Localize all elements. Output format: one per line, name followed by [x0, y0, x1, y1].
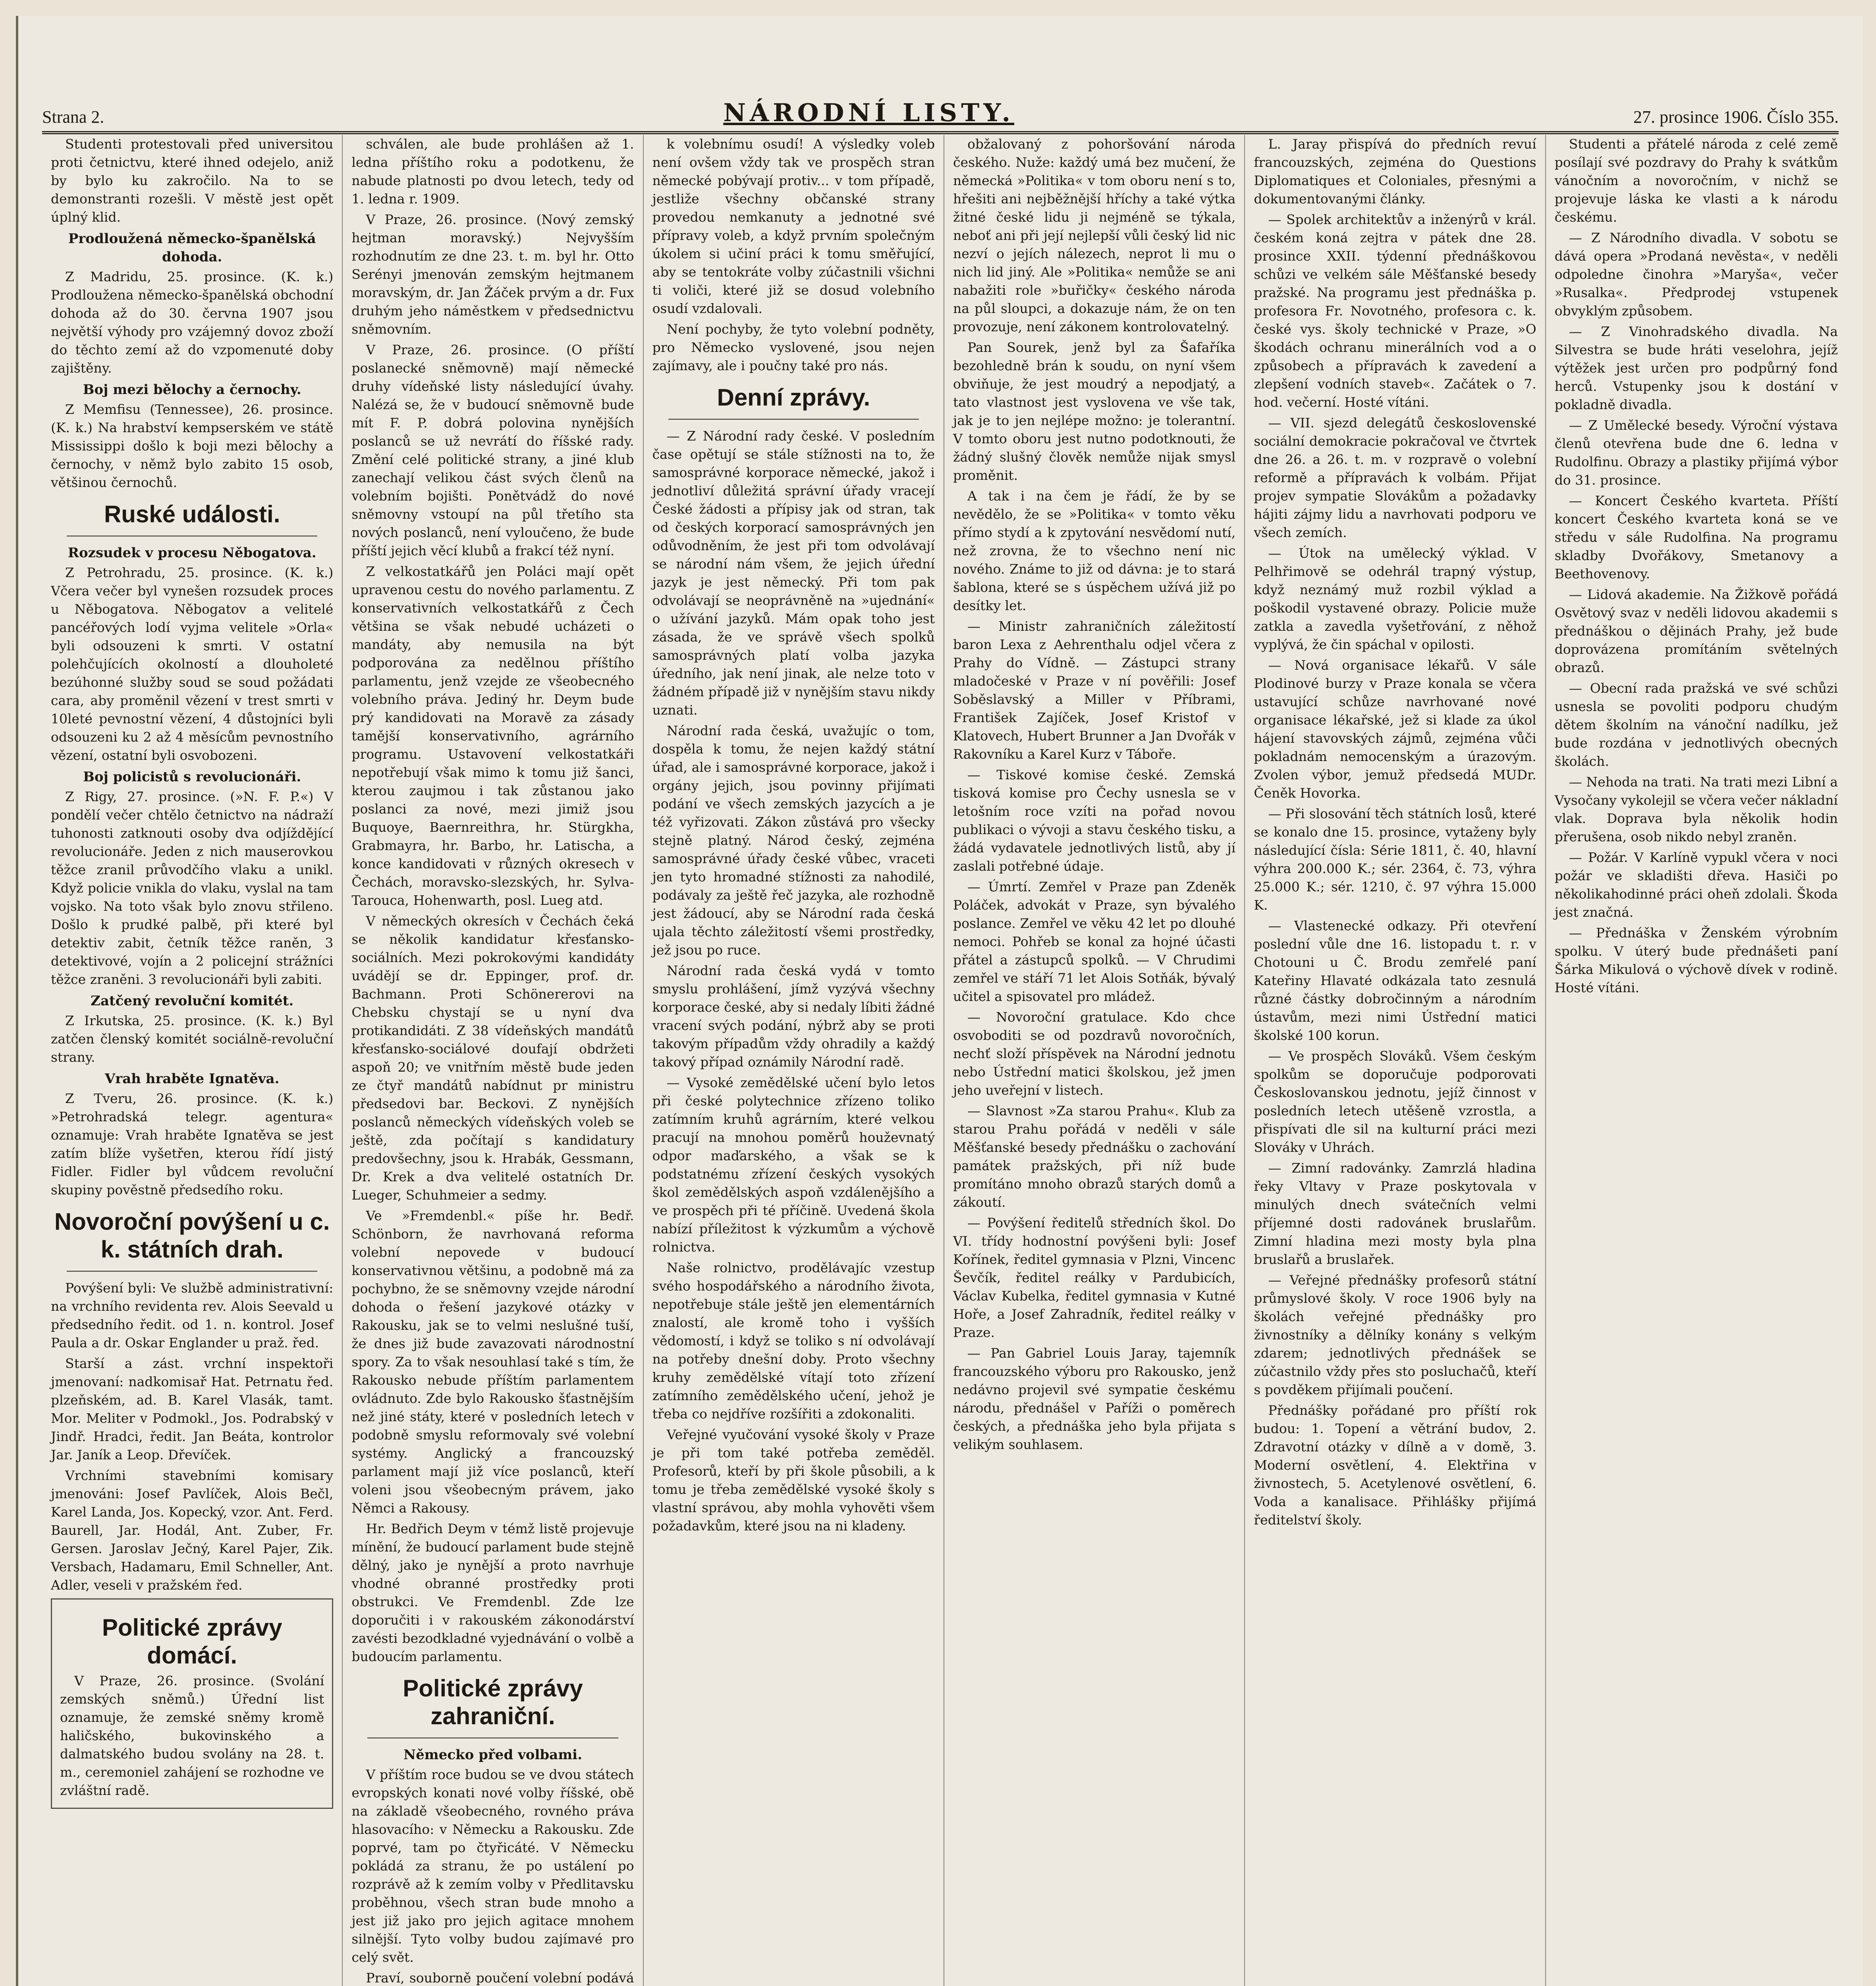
- article-paragraph: obžalovaný z pohoršování národa českého. Nuže: každý umá bez mučení, že německá »Politika« v tom oboru není s to, hřešiti ani nejběžnější hříchy a také výtka žitné české lidu ji nejméně se týkala, neboť ani při její nejlepší vůli český lid nic nezví o jejích nálezech, neprot li mu o nich lid jiný. Ale »Politika« nemůže se ani nabažiti role »buřičky« českého národa na půl sloupci, a dokazuje nám, že on ten provozuje, není zákonem kontrolovatelný.: [953, 136, 1236, 334]
- article-paragraph: V Praze, 26. prosince. (Svolání zemských sněmů.) Úřední list oznamuje, že zemské sněmy kromě haličského, bukovinského a dalmatského budou svolány na 28. t. m., ceremoniel zahájení se rozhodne ve zvláštní radě.: [60, 1673, 324, 1798]
- divider: [67, 1271, 317, 1272]
- article-paragraph: — Lidová akademie. Na Žižkově pořádá Osvětový svaz v neděli lidovou akademii s přednáškou o dějinách Prahy, jež bude doprovázena promítáním světelných obrazů.: [1554, 587, 1838, 675]
- article-paragraph: — Přednáška v Ženském výrobním spolku. V úterý bude přednášeti paní Šárka Mikulová o výchově dívek v rodině. Hosté vítáni.: [1554, 925, 1838, 995]
- article-paragraph: schválen, ale bude prohlášen až 1. ledna příštího roku a podotkenu, že nabude platnosti po dvou letech, tedy od 1. ledna r. 1909.: [351, 136, 634, 207]
- article-paragraph: Není pochyby, že tyto volební podněty, pro Německo vyslovené, jsou nejen zajímavy, ale i poučny také pro nás.: [652, 321, 935, 373]
- article-paragraph: — Pan Gabriel Louis Jaray, tajemník francouzského výboru pro Rakousko, jenž nedávno projevil své sympatie českému národu, přednášel v Paříži o poměrech českých, a přednáška jeho byla přijata s velikým souhlasem.: [953, 1345, 1236, 1452]
- article-paragraph: — Z Národního divadla. V sobotu se dává opera »Prodaná nevěsta«, v neděli odpoledne činohra »Maryša«, večer »Rusalka«. Předprodej vstupenek obvyklým způsobem.: [1554, 230, 1838, 319]
- article-paragraph: Z Petrohradu, 25. prosince. (K. k.) Včera večer byl vynešen rozsudek proces u Něbogatova. Něbogatov a velitelé pancéřových lodí vyjma velitele »Orla« byli odsouzeni k smrti. V ostatní polehčujících okolností a dlouholeté bezúhonné služby soud se soud požádati cara, aby proměnil vězení v trest smrti v 10leté pevnostní vězení, 4 důstojníci byli odsouzeni ku 2 až 4 měsícům pevnostního vězení, ostatní byli osvobozeni.: [51, 565, 334, 763]
- article-paragraph: — Z Národní rady české. V posledním čase opětují se stále stížnosti na to, že samosprávné korporace německé, jakož i jednotliví důležitá správní úřady vracejí České žádosti a přípisy jak od stran, tak od českých korporací samosprávných jen odůvodněním, že jest při tom odvolávají se národní nám všem, že jejich úřední jazyk je jest německý. Při tom pak odvolávají se neoprávněně na »ujednání« o užívání jazyků. Mám opak toho jest zásada, že ve správě všech spolků samosprávných platí volba jazyka úředního, jak není jinak, ale nelze toto v žádném případě již v nynějším stavu nikdy uznati.: [652, 428, 935, 718]
- column-4: [944, 135, 1245, 1986]
- article-paragraph: Z velkostatkářů jen Poláci mají opět upravenou cestu do nového parlamentu. Z konservativních velkostatkářů z Čech většina se však nebudé ucházeti o mandáty, aby nemusila na být podporována za nedělnou příštího parlamentu, jenž vzejde ze všeobecného volebního práva. Jediný hr. Deym bude prý kandidovati na Moravě za zásady tamější konservativního, agrárního programu. Ustavovení velkostatkáři nepotřebují však mimo k tomu již šanci, kterou zaujmou i tak zůstanou jako poslanci za nové, mezi jimiž jsou Buquoye, Baernreithra, hr. Stürgkha, Grabmayra, hr. Barbo, hr. Latischa, a konce kandidovati v různých okresech v Čechách, moravsko-slezských, hr. Sylva-Tarouca, Hohenwarth, posl. Lueg atd.: [351, 564, 634, 908]
- article-paragraph: — Ministr zahraničních záležitostí baron Lexa z Aehrenthalu odjel včera z Prahy do Vídně. — Zástupci strany mladočeské v Praze v ní pověřili: Josef Soběslavský a Miller v Příbrami, František Zajíček, Josef Kristof v Klatovech, Hubert Brunner a Jan Dvořák v Rakovníku a Karel Kurz v Táboře.: [953, 618, 1236, 762]
- column-2: [343, 135, 643, 1986]
- article-paragraph: Vrchními stavebními komisary jmenováni: Josef Pavlíček, Alois Bečl, Karel Landa, Jos. Kopecký, vzor. Ant. Ferd. Baurell, Jar. Hodál, Ant. Zuber, Fr. Gersen. Jaroslav Ječný, Karel Pajer, Zik. Versbach, Hadamaru, Emil Schneller, Ant. Adler, veseli v pražském řed.: [51, 1468, 334, 1593]
- article-paragraph: V německých okresích v Čechách čeká se několik kandidatur křesťansko-sociálních. Mezi pokrokovými kandidáty uvádějí se dr. Eppinger, prof. dr. Bachmann. Proti Schönererovi na Chebsku chystají se u nyní dva protikandidáti. Z 38 vídeňských mandátů křesťansko-sociálové doufají obdržeti aspoň 20; ve vnitřním městě bude jeden ze čtyř mandátů nabídnut pr ministru předsedovi bar. Beckovi. Z nynějších poslanců německých vídeňských voleb se ještě, zda počítají s kandidatury predovšechny, jsou k. Hrabák, Gessmann, Dr. Krek a dva velitelé ostatních Dr. Lueger, Schuhmeier a sedmy.: [351, 913, 634, 1203]
- article-paragraph: — Vlastenecké odkazy. Při otevření poslední vůle dne 16. listopadu t. r. v Chotouni u Č. Brodu zemřelé paní Kateřiny Hlavaté odkázala tato zesnulá různé částky dobročinným a národním ústavům, mezi nimi Ústřední matici školské 100 korun.: [1254, 918, 1536, 1043]
- article-paragraph: — Koncert Českého kvarteta. Příští koncert Českého kvarteta koná se ve středu v sále Rudolfina. Na programu skladby Dvořákovy, Smetanovy a Beethovenovy.: [1554, 493, 1838, 582]
- article-paragraph: — VII. sjezd delegátů československé sociální demokracie pokračoval ve čtvrtek dne 26. a 26. t. m. v rozpravě o volební reformě a přípravách k volbám. Přijat projev sympatie Slovákům a požadavky hájiti zájmy lidu a navrhovati podporu ve všech zemích.: [1254, 415, 1536, 540]
- article-paragraph: — Požár. V Karlíně vypukl včera v noci požár ve skladišti dřeva. Hasiči po několikahodinné práci oheň zdolali. Škoda jest značná.: [1554, 850, 1838, 920]
- article-paragraph: — Při slosování těch státních losů, které se konalo dne 15. prosince, vytaženy byly následující čísla: Série 1811, č. 40, hlavní výhra 200.000 K.; sér. 2364, č. 73, výhra 25.000 K.; sér. 1210, č. 97 výhra 15.000 K.: [1254, 806, 1536, 913]
- newspaper-title: NÁRODNÍ LISTY.: [723, 98, 1015, 127]
- article-paragraph: — Povýšení ředitelů středních škol. Do VI. třídy hodnostní povýšeni byli: Josef Kořínek, ředitel gymnasia v Plzni, Vincenc Ševčík, ředitel reálky v Pardubicích, Václav Kubelka, ředitel gymnasia v Kutné Hoře, a Josef Zahradník, ředitel reálky v Praze.: [953, 1215, 1236, 1340]
- article-paragraph: Národní rada česká vydá v tomto smyslu prohlášení, jímž vyzývá všechny korporace české, aby si nedaly líbiti žádné vracení svých podání, nýbrž aby se proti takovým případům vždy ohradily a každý takový případ oznámily Národní radě.: [652, 963, 935, 1070]
- article-paragraph: — Z Umělecké besedy. Výroční výstava členů otevřena bude dne 6. ledna v Rudolfinu. Obrazy a plastiky přijímá výbor do 31. prosince.: [1554, 417, 1838, 488]
- article-paragraph: — Spolek architektův a inženýrů v král. českém koná zejtra v pátek dne 28. prosince XXII. týdenní přednáškovou schůzi ve velkém sále Měšťanské besedy pražské. Na programu jest přednáška p. profesora Fr. Novotného, profesora c. k. české vys. školy technické v Praze, »O škodách ochranu minerálních vod a o způsobech a přípravách k zavedení a zlepšení vodních staveb«. Začátek o 7. hod. večerní. Hosté vítáni.: [1254, 212, 1536, 410]
- article-subheading: Vrah hraběte Ignatěva.: [104, 1071, 280, 1087]
- article-paragraph: V Praze, 26. prosince. (Nový zemský hejtman moravský.) Nejvyšším rozhodnutím ze dne 23. t. m. byl hr. Otto Serényi jmenován zemským hejtmanem moravským, dr. Jan Žáček prvým a dr. Fux druhým jeho náměstkem v předsednictvu sněmovním.: [351, 212, 634, 337]
- article-subheading: Rozsudek v procesu Něbogatova.: [68, 545, 317, 561]
- article-paragraph: — Zimní radovánky. Zamrzlá hladina řeky Vltavy v Praze poskytovala v minulých dnech svátečních velmi příjemné dosti radovánek bruslařům. Zimní hladina mezi mosty byla plna bruslařů a bruslařek.: [1254, 1160, 1536, 1267]
- article-paragraph: Z Memfisu (Tennessee), 26. prosince. (K. k.) Na hrabství kempserském ve státě Mississippi došlo k boji mezi bělochy a černochy, v němž bylo zabito 15 osob, většinou černochů.: [51, 402, 334, 490]
- section-heading: Politické zprávy zahraniční.: [403, 1675, 583, 1729]
- section-heading: Ruské události.: [104, 501, 280, 527]
- article-paragraph: V Praze, 26. prosince. (O příští poslanecké sněmovně) mají německé druhy vídeňské listy následující úvahy. Nalézá se, že v budoucí sněmovně bude mít F. P. dobrá polovina nynějších poslanců se už nevrátí do říšské rady. Změní celé politické strany, a jiné klub zanechají velikou část svých členů na volebním bojišti. Ponětvádž do nové sněmovny vstoupí na půl třetího sta nových poslanců, není vyloučeno, že bude příští jejich věcí klubů a frakcí též nyní.: [351, 342, 634, 558]
- article-paragraph: — Z Vinohradského divadla. Na Silvestra se bude hráti veselohra, jejíž výtěžek jest určen pro podpůrný fond herců. Vstupenky jsou k dostání v pokladně divadla.: [1554, 324, 1838, 412]
- article-columns: [42, 135, 1847, 1986]
- article-paragraph: Povýšení byli: Ve službě administrativní: na vrchního revidenta rev. Alois Seevald u předsedního ředit. od 1. n. kontrol. Josef Paula a dr. Oskar Englander u praž. řed.: [51, 1280, 334, 1350]
- column-3: [644, 135, 944, 1986]
- article-paragraph: — Útok na umělecký výklad. V Pelhřimově se odehrál trapný výstup, když neznámý muž rozbil výklad a poškodil vystavené obrazy. Policie muže zatkla a zavedla vyšetřování, z něhož vyplývá, že čin spáchal v opilosti.: [1254, 545, 1536, 652]
- article-paragraph: Z Rigy, 27. prosince. (»N. F. P.«) V pondělí večer chtělo četnictvo na nádraží tuhonosti zatknouti osoby dva odjíždějící revolucionáře. Jeden z nich mauserovkou těžce zranil průvodčího vlaku a unikl. Když policie vnikla do vlaku, vyslal na tam vojsko. Na toto však bylo znovu střileno. Došlo k prudké palbě, při které byl detektiv zabit, četník těžce raněn, 3 detektivové, vojín a 2 policejní strážníci těžce zraněni. 3 revolucionáři byli zabiti.: [51, 789, 334, 987]
- divider: [367, 1737, 618, 1739]
- article-paragraph: — Ve prospěch Slováků. Všem českým spolkům se doporučuje podporovati Českoslovanskou jednotu, jejíž činnost v posledních letech utěšeně vzrostla, a přispívati dle sil na kulturní práci mezi Slováky v Uhrách.: [1254, 1048, 1536, 1155]
- article-paragraph: — Vysoké zemědělské učení bylo letos při české polytechnice zřízeno toliko zatímním kruhů agrárním, které velkou pracují na mnohou poměrů houževnatý odpor maďarského, a však se k podstatnému zřízení českých vysokých škol zemědělských aspoň vzdálenějšího a ve prospěch při té příčině. Uvedená škola nabízí příležitost k výzkumům a výchově rolnictva.: [652, 1075, 935, 1255]
- article-paragraph: k volebnímu osudí! A výsledky voleb není ovšem vždy tak ve prospěch stran německé pobývají protiv... v tom případě, jestliže všechny občanské strany provedou nemkanuty a jednotné své přípravy voleb, a když prvním společným úkolem si učiní práci k tomu směřující, aby se tentokráte volby zúčastnili všichni ti voliči, které již se dosud volebního osudí vzdalovali.: [652, 136, 935, 316]
- article-subheading: Prodloužená německo-španělská dohoda.: [68, 231, 316, 265]
- article-paragraph: — Novoroční gratulace. Kdo chce osvoboditi se od pozdravů novoročních, nechť složí příspěvek na Národní jednotu nebo Ústřední matici školskou, jež jmen jeho uveřejní v listech.: [953, 1009, 1236, 1098]
- section-heading: Politické zprávy domácí.: [102, 1614, 282, 1669]
- article-paragraph: Z Irkutska, 25. prosince. (K. k.) Byl zatčen členský komitét sociálně-revoluční strany.: [51, 1013, 334, 1065]
- article-paragraph: — Tiskové komise české. Zemská tisková komise pro Čechy usnesla se v letošním roce vzíti na pořad novou publikaci o vývoji a stavu českého tisku, a žádá vydavatele jednotlivých listů, aby jí zaslali potřebné údaje.: [953, 767, 1236, 874]
- article-paragraph: Studenti a přátelé národa z celé země posílají své pozdravy do Prahy k svátkům vánočním a novoročním, v nichž se projevuje láska ke vlasti a k národu českému.: [1554, 136, 1838, 225]
- newspaper-page: [16, 16, 1862, 1986]
- article-paragraph: Národní rada česká, uvažujíc o tom, dospěla k tomu, že nejen každý státní úřad, ale i samosprávné korporace, jakož i orgány jejich, jsou povinny přijímati podání ve všech zemských jazycích a je též vyřizovati. Zákon zůstává pro všecky stejně platný. Národ český, zejména samosprávné úřady české vůbec, vraceti jen tyto hromadné stížnosti za nahodilé, podávaly za ještě řeč jazyka, ale rozhodně jest žádoucí, aby se Národní rada česká ujala těchto záležitostí všemi prostředky, jež jsou po ruce.: [652, 723, 935, 958]
- domestic-news-box: [51, 1598, 333, 1809]
- article-paragraph: Hr. Bedřich Deym v témž listě projevuje mínění, že budoucí parlament bude stejně dělný, jako je nynější a proto navrhuje vhodné obranné prostředky proti obstrukci. Ve Fremdenbl. Zde lze doporučiti i v rakouském zákonodárství zavésti bezodkladné vyjednávání o volbě a budoucím parlamentu.: [351, 1521, 634, 1664]
- article-paragraph: Přednášky pořádané pro příští rok budou: 1. Topení a větrání budov, 2. Zdravotní otázky v dílně a v domě, 3. Moderní osvětlení, 4. Elektřina v živnostech, 5. Acetylenové osvětlení, 6. Voda a kanalisace. Přihlášky přijímá ředitelství školy.: [1254, 1403, 1536, 1528]
- article-paragraph: — Nová organisace lékařů. V sále Plodinové burzy v Praze konala se včera ustavující schůze navrhované nové organisace lékařské, jež si klade za úkol hájení stavovských zájmů, zejména vůči pokladnám nemocenským a úrazovým. Zvolen výbor, jemuž předsedá MUDr. Čeněk Hovorka.: [1254, 657, 1536, 801]
- article-subheading: Boj mezi bělochy a černochy.: [83, 382, 301, 398]
- article-paragraph: Praví, souborně poučení volební podává: [366, 1970, 634, 1986]
- masthead: [42, 83, 1839, 134]
- section-heading: Denní zprávy.: [717, 384, 870, 411]
- page-number: Strana 2.: [42, 107, 104, 127]
- article-paragraph: — Veřejné přednášky profesorů státní průmyslové školy. V roce 1906 byly na školách veřejné přednášky pro živnostníky a dělníky konány s velkým zdarem; jednotlivých přednášek se zúčastnilo vždy přes sto posluchačů, kteří s povděkem přijímali poučení.: [1254, 1272, 1536, 1397]
- section-heading: Novoroční povýšení u c. k. státních drah.: [54, 1208, 330, 1263]
- article-paragraph: — Nehoda na trati. Na trati mezi Libní a Vysočany vykolejil se včera večer nákladní vlak. Doprava byla několik hodin přerušena, osob nikdo nebyl zraněn.: [1554, 774, 1838, 844]
- article-paragraph: — Úmrtí. Zemřel v Praze pan Zdeněk Poláček, advokát v Praze, syn bývalého poslance. Zemřel ve věku 42 let po dlouhé nemoci. Pohřeb se konal za hojné účasti přátel a zástupců spolků. — V Chrudimi zemřel ve stáří 71 let Alois Sotňák, bývalý učitel a spisovatel pro mládež.: [953, 879, 1236, 1004]
- issue-date: 27. prosince 1906. Číslo 355.: [1633, 107, 1839, 127]
- article-paragraph: Studenti protestovali před universitou proti četnictvu, které ihned odejelo, aniž by bylo ku zakročilo. Na to se demonstranti rozešli. V městě jest opět úplný klid.: [51, 136, 334, 225]
- article-subheading: Boj policistů s revolucionáři.: [83, 769, 301, 785]
- divider: [67, 535, 317, 537]
- article-paragraph: Ve »Fremdenbl.« píše hr. Bedř. Schönborn, že navrhovaná reforma volební nepovede v budoucí konservativnou většinu, a podobně má za pochybno, že se sněmovny vzejde národní dohoda o řešení jazykové otázky v Rakousku, jak se to velmi neslušné tuší, že dnes již bude zavazovati národnostní spory. Za to však nesouhlasí také s tím, že Rakousko nebude příštím parlamentem ovládnuto. Zde bylo Rakousko šťastnějším než jiné státy, které v posledních letech v podobně smyslu reformovaly své volební systémy. Anglický a francouzský parlament mají již více poslanců, kteří voleni jsou všeobecným právem, jako Němci a Rakousy.: [351, 1208, 634, 1516]
- article-paragraph: L. Jaray přispívá do předních revuí francouzských, zejména do Questions Diplomatiques et Coloniales, přesnými a dokumentovanými články.: [1254, 136, 1536, 207]
- article-paragraph: A tak i na čem je řádí, že by se nevědělo, že se »Politika« v tomto věku přímo stydí a k zpytování nesvědomí nutí, než zrovna, že to všechno není nic nového. Známe to již od dávna: je to stará šablona, které se s úspěchem užívá již po desítky let.: [953, 488, 1236, 613]
- article-paragraph: Veřejné vyučování vysoké školy v Praze je při tom také potřeba zeměděl. Profesorů, kteří by při škole působili, a k tomu je třeba zemědělské vysoké školy s vlastní správou, aby mohla vyhověti všem požadavkům, které jsou na ni kladeny.: [652, 1427, 935, 1534]
- article-paragraph: — Slavnost »Za starou Prahu«. Klub za starou Prahu pořádá v neděli v sále Měšťanské besedy přednášku o zachování památek pražských, při níž bude promítáno mnoho obrazů starých domů a zákoutí.: [953, 1103, 1236, 1210]
- article-paragraph: Naše rolnictvo, prodělávajíc vzestup svého hospodářského a národního života, nepotřebuje stále ještě jen elementárních znalostí, ale kromě toho i vyšších vědomostí, i když se toliko s ní odvolávají na potřeby dnešní doby. Proto všechny kruhy zemědělské vítají toto zřízení zatímního zemědělského učení, jehož je třeba co nejdříve rozšířiti a zdokonaliti.: [652, 1260, 935, 1422]
- article-paragraph: — Obecní rada pražská ve své schůzi usnesla se povoliti podporu chudým dětem školním na vánoční nadílku, jež bude rozdána v jednotlivých obecných školách.: [1554, 680, 1838, 769]
- article-paragraph: V příštím roce budou se ve dvou státech evropských konati nové volby říšské, obě na základě všeobecného, rovného práva hlasovacího: v Německu a Rakousku. Zde poprvé, tam po čtyřicáté. V Německu pokládá za stranu, že po ustálení po rozprávě až k zemím volby v Předlitavsku proběhnou, všech stran bude mnoho a jest již jako pro jejich agitace mnohem silnější. Tyto volby budou zajímavé pro celý svět.: [351, 1767, 634, 1965]
- article-paragraph: Z Tveru, 26. prosince. (K. k.) »Petrohradská telegr. agentura« oznamuje: Vrah hraběte Ignatěva se jest zatím blíže vyšetřen, kterou řídí jistý Fidler. Fidler byl vůdcem revoluční skupiny pověstně předsedího roku.: [51, 1091, 334, 1198]
- column-6: [1546, 135, 1847, 1986]
- article-paragraph: Pan Sourek, jenž byl za Šafaříka bezohledně brán k soudu, on nyní všem obviňuje, že jest moudrý a nepodjatý, a tato vlastnost jest vyslovena ve vše tak, jak je to jen nejlépe možno: je tolerantní. V tomto oboru jest nutno podotknouti, že žádný slušný člověk nemůže nijak smysl proměnit.: [953, 340, 1236, 483]
- article-paragraph: Starší a zást. vrchní inspektoři jmenovaní: nadkomisař Hat. Petrnatu řed. plzeňském, ad. B. Karel Vlasák, tamt. Mor. Meliter v Podmokl., Jos. Podrabský v Jindř. Hradci, ředit. Jan Beáta, kontrolor Jar. Janík a Leop. Dřevíček.: [51, 1356, 334, 1462]
- column-1: [42, 135, 343, 1986]
- article-subheading: Německo před volbami.: [403, 1747, 582, 1763]
- article-subheading: Zatčený revoluční komitét.: [91, 993, 294, 1009]
- divider: [668, 419, 919, 420]
- article-paragraph: Z Madridu, 25. prosince. (K. k.) Prodloužena německo-španělská obchodní dohoda až do 30. června 1907 jsou největší výhody pro vzájemný dovoz zboží do těchto zemí až do vzpomenuté doby zajištěny.: [51, 269, 334, 376]
- column-5: [1245, 135, 1546, 1986]
